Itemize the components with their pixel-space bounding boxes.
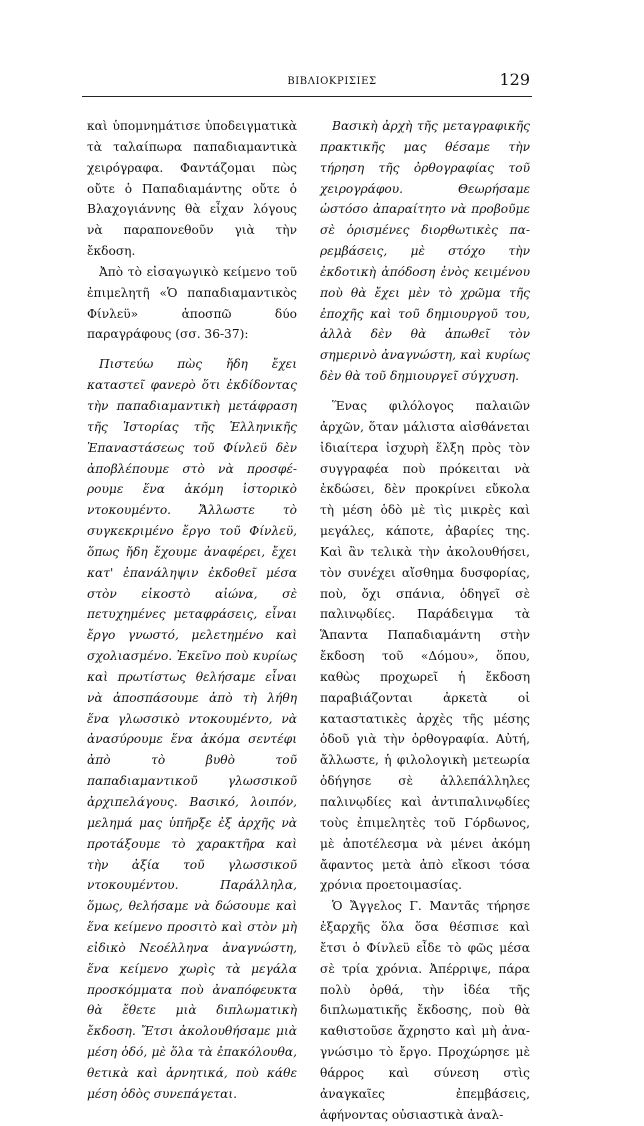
left-quote-paragraph: Πιστεύω πὼς ἤδη ἔχει καταστεῖ φανερὸ ὅτι ἐκδίδοντας τὴν παπαδιαμαντικὴ μετάφραση τῆς Ἱστορίας τῆς Ἑλληνικῆς Ἐπαναστάσεως τοῦ Φίνλεϋ δὲν ἀποβλέπουμε στὸ νὰ προσφέρουμε ἕνα ἀκόμη ἱστορικὸ ντοκουμέντο. Ἄλλωστε τὸ συγκεκριμένο ἔργο τοῦ Φίνλεϋ, ὅπως ἤδη ἔχουμε ἀναφέρει, ἔχει κατ' ἐπανάληψιν ἐκδοθεῖ μέσα στὸν εἰκοστὸ αἰώνα, σὲ πετυχημένες μεταφράσεις, εἶναι ἔργο γνωστό, μελετημένο καὶ σχολιασμένο. Ἐκεῖνο ποὺ κυρίως καὶ πρωτίστως θελήσαμε εἶναι νὰ ἀποσπάσουμε ἀπὸ τὴ λήθη ἕνα γλωσσικὸ ντοκουμέντο, νὰ ἀνασύρουμε ἕνα ἀκόμα σεντέφι ἀπὸ τὸ βυθὸ τοῦ παπαδιαμαντικοῦ γλωσσικοῦ ἀρχιπελάγους. Βασικό, λοιπόν, μελημά μας ὑπῆρξε ἐξ ἀρχῆς νὰ προτάξουμε τὸ χαρακτῆρα καὶ τὴν ἀξία τοῦ γλωσσικοῦ ντοκουμέντου. Παράλληλα, ὅμως, θελήσαμε νὰ δώσουμε καὶ ἕνα κείμενο προσιτὸ καὶ στὸν μὴ εἰδικὸ Νεοέλληνα ἀναγνώστη, ἕνα κείμενο χωρὶς τὰ μεγάλα προσκόμματα ποὺ ἀναπόφευκτα θὰ ἔθετε μιὰ διπλωματικὴ ἔκδοση. Ἔτσι ἀκολουθήσαμε μιὰ μέση ὁδό, μὲ ὅλα τὰ ἐπακόλουθα, θετικὰ καὶ ἀρνητικά, ποὺ κάθε μέση ὁδὸς συνεπάγεται. (87, 357, 297, 1101)
right-paragraph-3: Ὁ Ἄγγελος Γ. Μαντᾶς τήρησε ἐξαρχῆς ὅλα ὅσα θέσπισε καὶ ἔτσι ὁ Φίνλεϋ εἶδε τὸ φῶς μέσα σὲ τρία χρόνια. Ἀπέρριψε, πάρα πολὺ ὀρθά, τὴν ἰδέα τῆς διπλωματικῆς ἔκδοσης, ποὺ θὰ καθιστοῦσε ἄχρηστο καὶ μὴ ἀναγνώσιμο τὸ ἔργο. Προχώρησε μὲ θάρρος καὶ σύνεση στὶς ἀναγκαῖες ἐπεμβάσεις, ἀφήνοντας οὐσιαστικὰ ἀναλ- (320, 899, 530, 1122)
left-column (87, 116, 297, 1105)
left-paragraph-2: Ἀπὸ τὸ εἰσαγωγικὸ κείμενο τοῦ ἐπιμελητῆ «Ὁ παπαδιαμαντικὸς Φίνλεϋ» ἀποσπῶ δύο παραγράφους (σσ. 36-37): (87, 264, 297, 342)
running-head-title: ΒΙΒΛΙΟΚΡΙΣΙΕΣ (287, 76, 377, 87)
page-number: 129 (499, 70, 530, 89)
right-paragraph-2: Ἕνας φιλόλογος παλαιῶν ἀρχῶν, ὅταν μάλιστα αἰσθάνεται ἰδιαίτερα ἰσχυρὴ ἕλξη πρὸς τὸν συγγραφέα ποὺ πρόκειται νὰ ἐκδώσει, δὲν προκρίνει εὔκολα τὴ μέση ὁδὸ μὲ τὶς μικρὲς καὶ μεγάλες, κάποτε, ἀβαρίες της. Καὶ ἂν τελικὰ τὴν ἀκολουθήσει, τὸν συνέχει αἴσθημα δυσφορίας, ποὺ, ὄχι σπάνια, ὁδηγεῖ σὲ παλινῳδίες. Παράδειγμα τὰ Ἅπαντα Παπαδιαμάντη στὴν ἔκδοση τοῦ «Δόμου», ὅπου, καθὼς προχωρεῖ ἡ ἔκδοση παραβιάζονται ἀρκετὰ οἱ καταστατικὲς ἀρχὲς τῆς μέσης ὁδοῦ γιὰ τὴν ὀρθογραφία. Αὐτή, ἄλλωστε, ἡ φιλολογικὴ μετεωρία ὁδήγησε σὲ ἀλλεπάλληλες παλινῳδίες καὶ ἀντιπαλινῳδίες τοὺς ἐπιμελητὲς τοῦ Γόρδωνος, μὲ ἀποτέλεσμα νὰ μένει ἀκόμη ἄφαντος μετὰ ἀπὸ εἴκοσι τόσα χρόνια προετοιμασίας. (320, 398, 530, 893)
right-column (320, 116, 530, 1126)
right-quote-paragraph: Βασικὴ ἀρχὴ τῆς μεταγραφικῆς πρακτικῆς μας θέσαμε τὴν τήρηση τῆς ὀρθογραφίας τοῦ χειρογράφου. Θεωρήσαμε ὡστόσο ἀπαραίτητο νὰ προβοῦμε σὲ ὁρισμένες διορθωτικὲς παρεμβάσεις, μὲ στόχο τὴν ἐκδοτικὴ ἀπόδοση ἑνὸς κειμένου ποὺ θὰ ἔχει μὲν τὸ χρῶμα τῆς ἐποχῆς καὶ τοῦ δημιουργοῦ του, ἀλλὰ δὲν θὰ ἀπωθεῖ τὸν σημερινὸ ἀναγνώστη, καὶ κυρίως δὲν θὰ τοῦ δημιουργεῖ σύγχυση. (320, 119, 530, 384)
running-header (82, 70, 532, 97)
left-paragraph-1: καὶ ὑπομνημάτισε ὑποδειγματικὰ τὰ ταλαίπωρα παπαδιαμαντικὰ χειρόγραφα. Φαντάζομαι πὼς οὔτε ὁ Παπαδιαμάντης οὔτε ὁ Βλαχογιάννης θὰ εἶχαν λόγους νὰ παραπονεθοῦν γιὰ τὴν ἔκδοση. (87, 119, 297, 259)
